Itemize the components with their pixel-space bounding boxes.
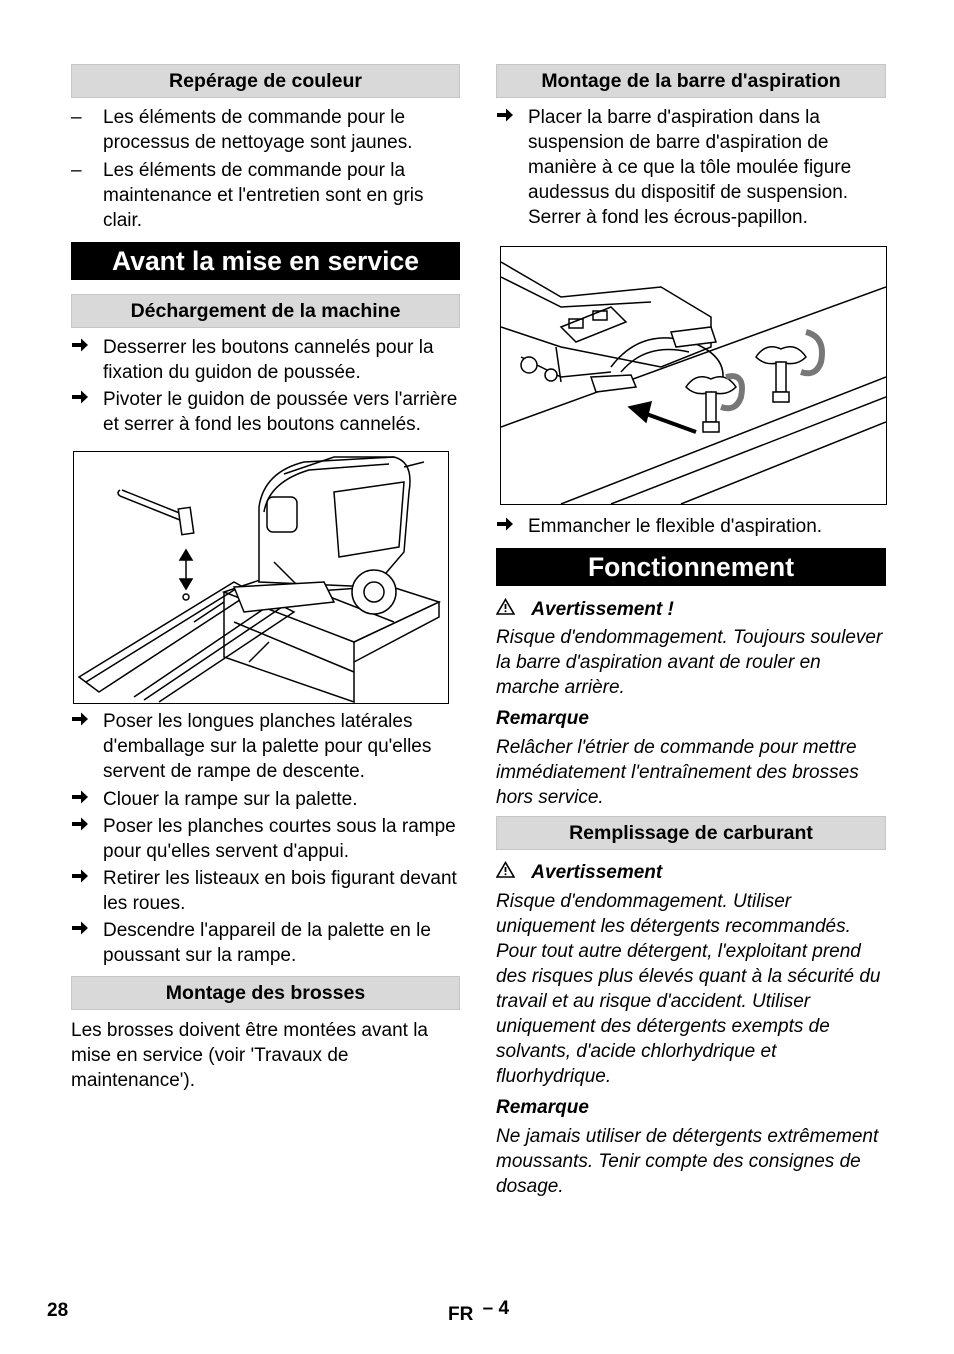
heading-squeegee-mounting: Montage de la barre d'aspiration: [496, 64, 886, 98]
arrow-right-icon: [496, 105, 520, 130]
step-item: Clouer la rampe sur la palette.: [71, 787, 460, 812]
arrow-right-icon: [71, 335, 95, 360]
unloading-illustration: [73, 451, 449, 704]
heading-refill: Remplissage de carburant: [496, 816, 886, 850]
step-item: Emmancher le flexible d'aspiration.: [496, 514, 886, 539]
arrow-right-icon: [71, 709, 95, 734]
step-item: Retirer les listeaux en bois figurant devant les roues.: [71, 866, 460, 916]
step-item: Poser les longues planches latérales d'emballage sur la palette pour qu'elles servent de rampe de descente.: [71, 709, 460, 784]
list-item: – Les éléments de commande pour le processus de nettoyage sont jaunes.: [71, 107, 413, 153]
warning-title: Avertissement !: [496, 597, 886, 622]
warning-title: Avertissement: [496, 860, 886, 885]
dash-bullet: –: [71, 160, 82, 181]
arrow-right-icon: [496, 514, 520, 539]
warning-triangle-icon: [496, 860, 518, 885]
step-item: Descendre l'appareil de la palette en le poussant sur la rampe.: [71, 918, 460, 968]
heading-unloading: Déchargement de la machine: [71, 294, 460, 328]
warning-text: Risque d'endommagement. Toujours soulever la barre d'aspiration avant de rouler en marche arrière.: [496, 627, 883, 698]
right-column: [496, 64, 886, 1199]
page-number: 28: [47, 1300, 69, 1321]
warning-text: Risque d'endommagement. Utiliser uniquement les détergents recommandés. Pour tout autre détergent, l'exploitant prend des risques plus élevés quant à la sécurité du travail et au risque d'accident. Utiliser uniquement des détergents exempts de solvants, d'acide chlorhydrique et fluorhydrique.: [496, 891, 881, 1087]
arrow-right-icon: [71, 387, 95, 412]
step-item: Desserrer les boutons cannelés pour la fixation du guidon de poussée.: [71, 335, 460, 385]
arrow-right-icon: [71, 787, 95, 812]
step-item: Pivoter le guidon de poussée vers l'arrière et serrer à fond les boutons cannelés.: [71, 387, 460, 437]
arrow-right-icon: [71, 918, 95, 943]
warning-triangle-icon: [496, 597, 518, 622]
note-title: Remarque: [496, 708, 589, 729]
arrow-right-icon: [71, 866, 95, 891]
list-item: – Les éléments de commande pour la maintenance et l'entretien sont en gris clair.: [71, 160, 424, 231]
heading-before-commissioning: Avant la mise en service: [71, 242, 460, 280]
heading-operation: Fonctionnement: [496, 548, 886, 586]
arrow-right-icon: [71, 814, 95, 839]
step-item: Placer la barre d'aspiration dans la suspension de barre d'aspiration de manière à ce que la tôle moulée figure audessus du dispositif de suspension. Serrer à fond les écrous-papillon.: [496, 105, 886, 230]
step-item: Poser les planches courtes sous la rampe pour qu'elles servent d'appui.: [71, 814, 460, 864]
note-text: Relâcher l'étrier de commande pour mettre immédiatement l'entraînement des brosses hors service.: [496, 737, 859, 808]
heading-color-coding: Repérage de couleur: [71, 64, 460, 98]
left-column: [71, 64, 460, 1093]
heading-brush-mounting: Montage des brosses: [71, 976, 460, 1010]
dash-bullet: –: [71, 107, 82, 128]
squeegee-illustration: [500, 246, 887, 505]
note-text: Ne jamais utiliser de détergents extrêmement moussants. Tenir compte des consignes de dosage.: [496, 1126, 879, 1197]
note-title: Remarque: [496, 1097, 589, 1118]
brush-mounting-text: Les brosses doivent être montées avant la mise en service (voir 'Travaux de maintenance').: [71, 1020, 428, 1091]
page-language-marker: FR – 4: [448, 1298, 510, 1325]
